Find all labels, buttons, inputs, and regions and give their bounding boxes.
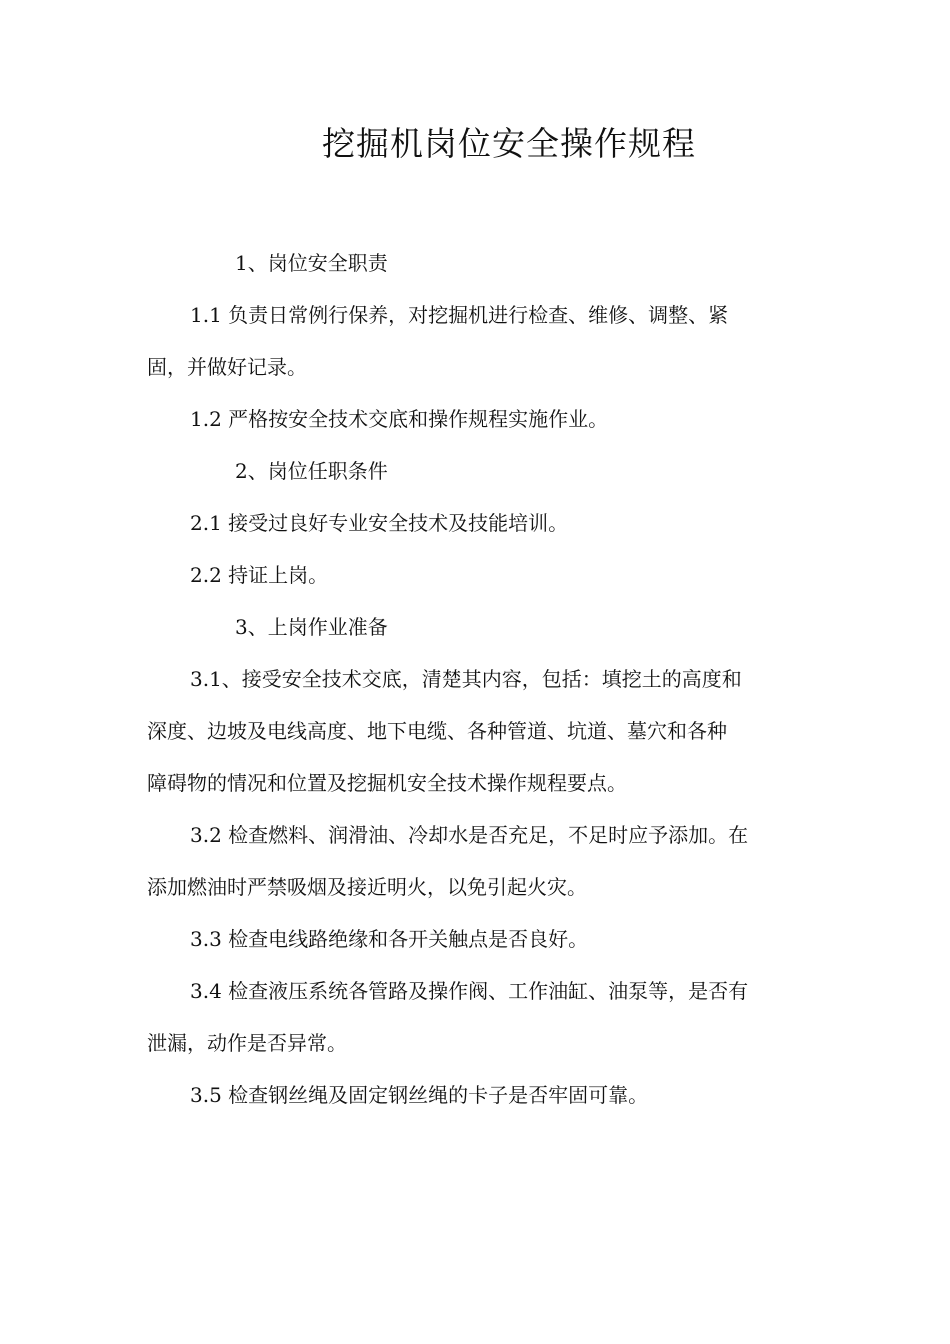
document-title: 挖掘机岗位安全操作规程 [322,124,696,163]
paragraph-line: 泄漏，动作是否异常。 [147,1031,347,1055]
paragraph-line: 1.2 严格按安全技术交底和操作规程实施作业。 [190,407,609,431]
paragraph-line: 2.2 持证上岗。 [190,563,329,587]
section-heading-3: 3、上岗作业准备 [235,615,388,639]
paragraph-line: 3.4 检查液压系统各管路及操作阀、工作油缸、油泵等，是否有 [190,979,749,1003]
paragraph-line: 1.1 负责日常例行保养，对挖掘机进行检查、维修、调整、紧 [190,303,729,327]
paragraph-line: 3.3 检查电线路绝缘和各开关触点是否良好。 [190,927,589,951]
paragraph-line: 2.1 接受过良好专业安全技术及技能培训。 [190,511,569,535]
paragraph-line: 3.5 检查钢丝绳及固定钢丝绳的卡子是否牢固可靠。 [190,1083,649,1107]
paragraph-line: 深度、边坡及电线高度、地下电缆、各种管道、坑道、墓穴和各种 [147,719,727,743]
paragraph-line: 障碍物的情况和位置及挖掘机安全技术操作规程要点。 [147,771,627,795]
section-heading-1: 1、岗位安全职责 [235,251,388,275]
section-heading-2: 2、岗位任职条件 [235,459,388,483]
paragraph-line: 3.1、接受安全技术交底，清楚其内容，包括：填挖土的高度和 [190,667,742,691]
paragraph-line: 添加燃油时严禁吸烟及接近明火，以免引起火灾。 [147,875,587,899]
paragraph-line: 固，并做好记录。 [147,355,307,379]
paragraph-line: 3.2 检查燃料、润滑油、冷却水是否充足，不足时应予添加。在 [190,823,749,847]
document-body [147,237,807,1121]
